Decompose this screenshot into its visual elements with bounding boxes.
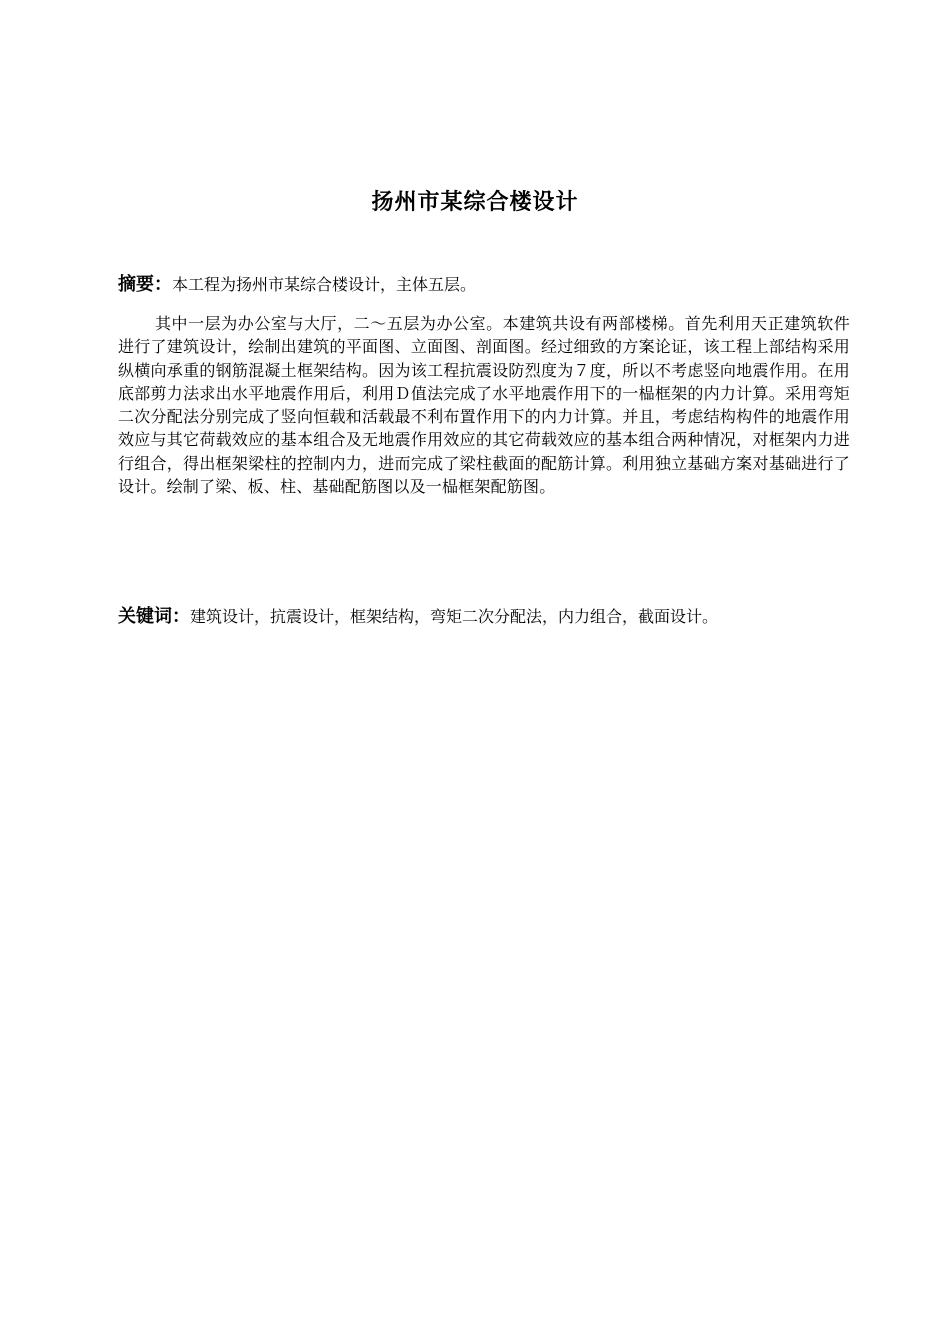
abstract-first-line: 本工程为扬州市某综合楼设计，主体五层。	[172, 275, 477, 294]
abstract-label: 摘要：	[118, 274, 172, 295]
document-title: 扬州市某综合楼设计	[371, 190, 579, 215]
keywords-paragraph	[118, 600, 818, 634]
abstract-summary-line	[118, 272, 838, 298]
keywords-label: 关键词：	[118, 606, 190, 627]
abstract-body: 其中一层为办公室与大厅，二～五层为办公室。本建筑共设有两部楼梯。首先利用天正建筑软件进行了建筑设计，绘制出建筑的平面图、立面图、剖面图。经过细致的方案论证，该工程上部结构采用纵横向承重的钢筋混凝土框架结构。因为该工程抗震设防烈度为７度，所以不考虑竖向地震作用。在用底部剪力法求出水平地震作用后，利用Ｄ值法完成了水平地震作用下的一榀框架的内力计算。采用弯矩二次分配法分别完成了竖向恒载和活载最不利布置作用下的内力计算。并且，考虑结构构件的地震作用效应与其它荷载效应的基本组合及无地震作用效应的其它荷载效应的基本组合两种情况，对框架内力进行组合，得出框架梁柱的控制内力，进而完成了梁柱截面的配筋计算。利用独立基础方案对基础进行了设计。绘制了梁、板、柱、基础配筋图以及一榀框架配筋图。	[118, 314, 850, 497]
keywords-text: 建筑设计，抗震设计，框架结构，弯矩二次分配法，内力组合，截面设计。	[190, 607, 719, 626]
